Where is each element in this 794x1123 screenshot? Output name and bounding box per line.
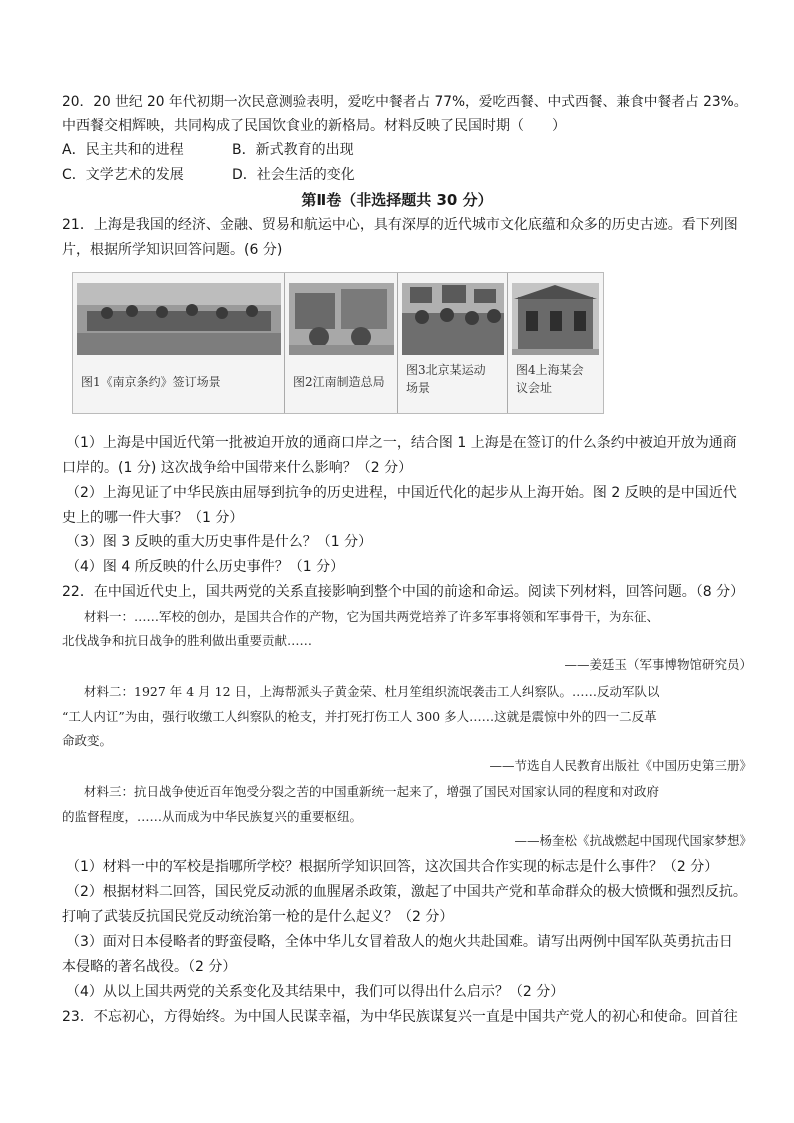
q22-sub2-line-2: 打响了武装反抗国民党反动统治第一枪的是什么起义？（2 分）: [62, 909, 454, 925]
q21-sub2-line-1: （2）上海见证了中华民族由屈辱到抗争的历史进程，中国近代化的起步从上海开始。图 2 反映的是中国近代: [66, 485, 737, 501]
q21-line-1: 21．上海是我国的经济、金融、贸易和航运中心，具有深厚的近代城市文化底蕴和众多的历史古迹。看下列图: [62, 217, 738, 233]
figure-strip: [72, 272, 604, 414]
q21-sub3: （3）图 3 反映的重大历史事件是什么？（1 分）: [66, 534, 373, 550]
q22-material-1-source: ——姜廷玉（军事博物馆研究员）: [564, 657, 752, 672]
q22-material-3-source: ——杨奎松《抗战燃起中国现代国家梦想》: [514, 833, 752, 848]
q21-sub2-line-2: 史上的哪一件大事？（1 分）: [62, 510, 244, 526]
q21-line-2: 片，根据所学知识回答问题。(6 分): [62, 242, 283, 258]
q22-material-2-line-3: 命政变。: [62, 733, 113, 748]
q22-material-1-line-2: 北伐战争和抗日战争的胜利做出重要贡献……: [62, 633, 313, 648]
figure-1-caption: 图1《南京条约》签订场景: [81, 375, 221, 389]
figure-1-photo: [77, 283, 281, 355]
q23-line-1: 23．不忘初心，方得始终。为中国人民谋幸福，为中华民族谋复兴一直是中国共产党人的初心和使命。回首往: [62, 1009, 738, 1025]
figure-4-photo: [512, 283, 599, 355]
section-title: 第Ⅱ卷（非选择题共 30 分）: [301, 191, 493, 209]
q20-option-d: D．社会生活的变化: [232, 167, 355, 183]
q21-sub1-line-1: （1）上海是中国近代第一批被迫开放的通商口岸之一，结合图 1 上海是在签订的什么条约中被迫开放为通商: [66, 435, 737, 451]
q20-line-2: 中西餐交相辉映，共同构成了民国饮食业的新格局。材料反映了民国时期（ ）: [62, 118, 566, 134]
q22-sub1: （1）材料一中的军校是指哪所学校？根据所学知识回答，这次国共合作实现的标志是什么事件？（2 分）: [66, 859, 719, 875]
q22-sub3-line-1: （3）面对日本侵略者的野蛮侵略，全体中华儿女冒着敌人的炮火共赴国难。请写出两例中国军队英勇抗击日: [66, 934, 733, 950]
q22-line-1: 22．在中国近代史上，国共两党的关系直接影响到整个中国的前途和命运。阅读下列材料，回答问题。（8 分）: [62, 584, 745, 600]
q22-material-3-line-2: 的监督程度，……从而成为中华民族复兴的重要枢纽。: [62, 809, 363, 824]
q22-sub3-line-2: 本侵略的著名战役。（2 分）: [62, 959, 237, 975]
figure-2: [285, 273, 398, 413]
q22-material-2-source: ——节选自人民教育出版社《中国历史第三册》: [489, 758, 752, 773]
figure-3-caption-line-2: 场景: [406, 381, 431, 395]
figure-1: [73, 273, 285, 413]
figure-2-caption: 图2江南制造总局: [293, 375, 385, 389]
q22-material-1-line-1: 材料一：……军校的创办，是国共合作的产物，它为国共两党培养了许多军事将领和军事骨干，为东征、: [84, 609, 660, 624]
q21-sub4: （4）图 4 所反映的什么历史事件？（1 分）: [66, 559, 345, 575]
q21-sub1-line-2: 口岸的。(1 分) 这次战争给中国带来什么影响？（2 分）: [62, 460, 413, 476]
q22-material-2-line-1: 材料二：1927 年 4 月 12 日，上海帮派头子黄金荣、杜月笙组织流氓袭击工人纠察队。……反动军队以: [84, 684, 660, 699]
q20-option-b: B．新式教育的出现: [232, 142, 354, 158]
q22-material-3-line-1: 材料三：抗日战争使近百年饱受分裂之苦的中国重新统一起来了，增强了国民对国家认同的程度和对政府: [84, 784, 660, 799]
q22-sub4: （4）从以上国共两党的关系变化及其结果中，我们可以得出什么启示？（2 分）: [66, 984, 565, 1000]
q22-sub2-line-1: （2）根据材料二回答，国民党反动派的血腥屠杀政策，激起了中国共产党和革命群众的极大愤慨和强烈反抗。: [66, 884, 747, 900]
q22-material-2-line-2: “工人内讧”为由，强行收缴工人纠察队的枪支，并打死打伤工人 300 多人……这就是震惊中外的四一二反革: [62, 709, 657, 724]
figure-4-caption-line-1: 图4上海某会: [516, 363, 584, 377]
figure-3: [398, 273, 508, 413]
q20-line-1: 20．20 世纪 20 年代初期一次民意测验表明，爱吃中餐者占 77%，爱吃西餐、中式西餐、兼食中餐者占 23%。: [62, 94, 748, 110]
figure-3-photo: [402, 283, 504, 355]
q20-option-c: C．文学艺术的发展: [62, 167, 184, 183]
q20-option-a: A．民主共和的进程: [62, 142, 184, 158]
figure-2-photo: [289, 283, 394, 355]
figure-4: [508, 273, 603, 413]
figure-4-caption-line-2: 议会址: [516, 381, 553, 395]
figure-3-caption-line-1: 图3北京某运动: [406, 363, 486, 377]
